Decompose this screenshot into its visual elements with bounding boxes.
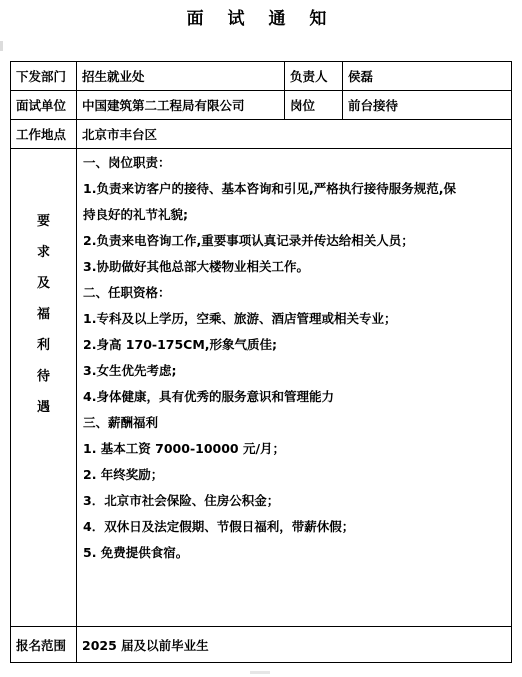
position-value: 前台接待	[343, 91, 512, 120]
requirement-line: 持良好的礼节礼貌;	[83, 207, 188, 222]
requirement-line: 3.女生优先考虑;	[83, 363, 177, 378]
requirement-line: 4．双休日及法定假期、节假日福利，带薪休假；	[83, 519, 355, 534]
page-title: 面 试 通 知	[186, 9, 336, 29]
section-heading-benefits: 三、薪酬福利	[83, 415, 159, 430]
table-row-location	[11, 120, 512, 149]
requirements-label-char: 利	[36, 338, 50, 353]
requirements-label-char: 遇	[36, 400, 50, 415]
requirements-label-char: 要	[36, 214, 50, 229]
requirement-line: 4.身体健康，具有优秀的服务意识和管理能力	[83, 389, 334, 404]
position-label: 岗位	[285, 91, 343, 120]
company-label: 面试单位	[11, 91, 77, 120]
requirements-label-char: 求	[36, 245, 50, 260]
page-edge-mark	[0, 41, 3, 51]
requirement-line: 1.负责来访客户的接待、基本咨询和引见,严格执行接待服务规范,保	[83, 181, 456, 196]
scope-value: 2025 届及以前毕业生	[77, 627, 512, 663]
location-label: 工作地点	[11, 120, 77, 149]
requirement-line: 3．北京市社会保险、住房公积金；	[83, 493, 280, 508]
table-row-scope	[11, 627, 512, 663]
interview-notice-table	[10, 61, 512, 663]
requirements-label	[11, 149, 77, 627]
table-row-requirements	[11, 149, 512, 627]
section-heading-qualifications: 二、任职资格：	[83, 285, 171, 300]
requirement-line: 1.专科及以上学历，空乘、旅游、酒店管理或相关专业；	[83, 311, 397, 326]
owner-value: 侯磊	[343, 62, 512, 91]
requirements-label-char: 及	[36, 276, 50, 291]
table-row-dept	[11, 62, 512, 91]
requirements-content	[77, 149, 512, 627]
owner-label: 负责人	[285, 62, 343, 91]
requirement-line: 2.负责来电咨询工作,重要事项认真记录并传达给相关人员；	[83, 233, 414, 248]
company-value: 中国建筑第二工程局有限公司	[77, 91, 285, 120]
requirements-label-char: 福	[36, 307, 50, 322]
location-value: 北京市丰台区	[77, 120, 512, 149]
table-row-company	[11, 91, 512, 120]
requirement-line: 2.身高 170-175CM,形象气质佳;	[83, 337, 278, 352]
requirement-line: 2. 年终奖励；	[83, 467, 164, 482]
dept-label: 下发部门	[11, 62, 77, 91]
section-heading-duties: 一、岗位职责：	[83, 155, 171, 170]
requirement-line: 5. 免费提供食宿。	[83, 545, 189, 560]
page-bottom-mark	[250, 671, 270, 674]
dept-value: 招生就业处	[77, 62, 285, 91]
scope-label: 报名范围	[11, 627, 77, 663]
requirements-label-char: 待	[36, 369, 50, 384]
requirement-line: 1. 基本工资 7000-10000 元/月；	[83, 441, 286, 456]
requirement-line: 3.协助做好其他总部大楼物业相关工作。	[83, 259, 309, 274]
